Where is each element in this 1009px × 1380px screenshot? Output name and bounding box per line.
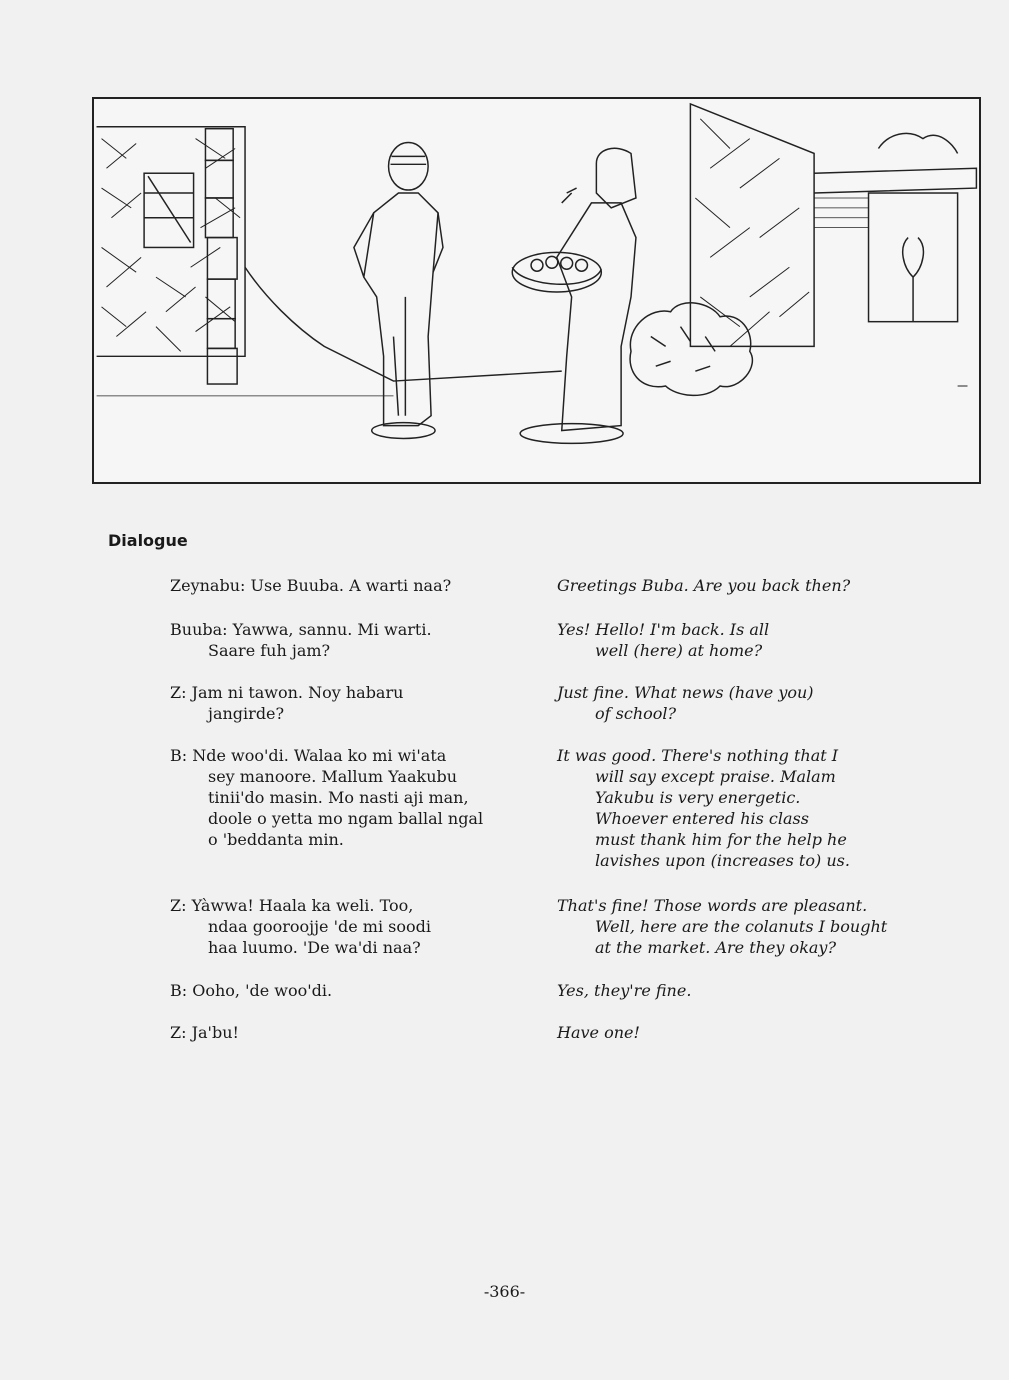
- exchange-3-line-2: jangirde?: [208, 704, 285, 723]
- exchange-2-line-1: Buuba: Yawwa, sannu. Mi warti.: [170, 620, 432, 639]
- translation-7-line-1: Have one!: [557, 1023, 640, 1042]
- translation-3-line-2: of school?: [595, 704, 677, 723]
- exchange-4-line-2: sey manoore. Mallum Yaakubu: [208, 767, 458, 786]
- exchange-7-line-1: Z: Ja'bu!: [170, 1023, 239, 1042]
- translation-4-line-6: lavishes upon (increases to) us.: [595, 851, 850, 870]
- translation-1-line-1: Greetings Buba. Are you back then?: [557, 576, 851, 595]
- exchange-5-line-3: haa luumo. 'De wa'di naa?: [208, 938, 421, 957]
- exchange-5-line-1: Z: Yàwwa! Haala ka weli. Too,: [170, 896, 414, 915]
- exchange-6-line-1: B: Ooho, 'de woo'di.: [170, 981, 333, 1000]
- translation-4-line-2: will say except praise. Malam: [595, 767, 836, 786]
- exchange-4-line-4: doole o yetta mo ngam ballal ngal: [208, 809, 484, 828]
- dialogue-illustration: [92, 97, 981, 484]
- bush: [630, 303, 752, 396]
- translation-3-line-1: Just fine. What news (have you): [557, 683, 814, 702]
- translation-5-line-2: Well, here are the colanuts I bought: [595, 917, 888, 936]
- right-compound: [814, 133, 976, 321]
- translation-2-line-1: Yes! Hello! I'm back. Is all: [557, 620, 770, 639]
- translation-5-line-3: at the market. Are they okay?: [595, 938, 837, 957]
- translation-6-line-1: Yes, they're fine.: [557, 981, 692, 1000]
- right-wall: [690, 104, 814, 346]
- dialogue-heading: Dialogue: [108, 531, 188, 550]
- exchange-3-line-1: Z: Jam ni tawon. Noy habaru: [170, 683, 404, 702]
- exchange-4-line-5: o 'beddanta min.: [208, 830, 344, 849]
- exchange-2-line-2: Saare fuh jam?: [208, 641, 331, 660]
- exchange-4-line-1: B: Nde woo'di. Walaa ko mi wi'ata: [170, 746, 447, 765]
- translation-4-line-1: It was good. There's nothing that I: [557, 746, 839, 765]
- woman-figure: [512, 148, 636, 443]
- translation-5-line-1: That's fine! Those words are pleasant.: [557, 896, 868, 915]
- man-figure: [354, 143, 443, 439]
- translation-4-line-3: Yakubu is very energetic.: [595, 788, 801, 807]
- exchange-1-line-1: Zeynabu: Use Buuba. A warti naa?: [170, 576, 452, 595]
- translation-4-line-5: must thank him for the help he: [595, 830, 847, 849]
- page-number: -366-: [483, 1282, 526, 1301]
- translation-2-line-2: well (here) at home?: [595, 641, 763, 660]
- left-building: [97, 127, 245, 384]
- translation-4-line-4: Whoever entered his class: [595, 809, 809, 828]
- exchange-5-line-2: ndaa gooroojje 'de mi soodi: [208, 917, 432, 936]
- exchange-4-line-3: tinii'do masin. Mo nasti aji man,: [208, 788, 469, 807]
